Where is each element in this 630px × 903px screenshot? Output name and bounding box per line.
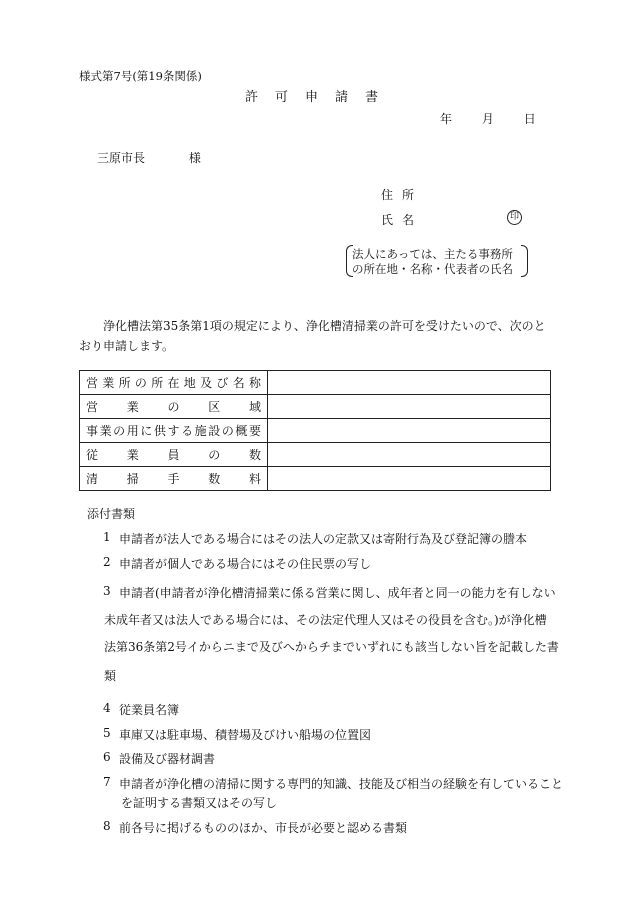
item-number: 6 <box>103 750 111 764</box>
row-label-area: 営業の区域 <box>80 395 268 419</box>
item-number: 1 <box>103 530 111 544</box>
row-value-employees[interactable] <box>268 443 551 467</box>
form-number: 様式第7号(第19条関係) <box>79 69 202 83</box>
row-label-employees: 従業員の数 <box>80 443 268 467</box>
attachments-title: 添付書類 <box>87 507 136 521</box>
date-year: 年 <box>440 112 453 126</box>
list-item <box>103 584 556 601</box>
item-text: 設備及び器材調書 <box>119 752 216 766</box>
table-row <box>80 419 551 443</box>
item-number: 4 <box>103 701 111 715</box>
table-row <box>80 395 551 419</box>
addressee-honorific: 様 <box>188 151 201 165</box>
table-row <box>80 371 551 395</box>
row-value-office[interactable] <box>268 371 551 395</box>
item-text: 申請者が個人である場合にはその住民票の写し <box>119 557 372 571</box>
item-text: 申請者(申請者が浄化槽清掃業に係る営業に関し、成年者と同一の能力を有しない <box>119 586 556 600</box>
row-value-area[interactable] <box>268 395 551 419</box>
address-label: 住所 <box>381 188 424 202</box>
list-item <box>103 555 371 572</box>
addressee-name: 三原市長 <box>97 151 146 165</box>
row-value-fee[interactable] <box>268 467 551 491</box>
item-text: 申請者が浄化槽の清掃に関する専門的知識、技能及び相当の経験を有していること <box>119 777 564 791</box>
table-row <box>80 443 551 467</box>
note-bracket-right <box>521 245 528 277</box>
list-item <box>103 701 179 718</box>
item-number: 5 <box>103 726 111 740</box>
list-item <box>103 750 215 767</box>
application-statement: 浄化槽法第35条第1項の規定により、浄化槽清掃業の許可を受けたいので、次のとおり申請します。 <box>79 319 546 353</box>
row-value-facilities[interactable] <box>268 419 551 443</box>
list-item <box>103 775 563 792</box>
item-text: 前各号に掲げるもののほか、市長が必要と認める書類 <box>119 821 408 835</box>
item-number: 7 <box>103 775 111 789</box>
item-continuation: 未成年者又は法人である場合には、その法定代理人又はその役員を含む。)が浄化槽 <box>104 613 547 627</box>
list-item <box>103 726 371 743</box>
table-row <box>80 467 551 491</box>
corporate-note <box>346 245 528 277</box>
row-label-office: 営業所の所在地及び名称 <box>80 371 268 395</box>
name-label: 氏名 <box>381 213 424 227</box>
seal-mark: 印 <box>507 210 522 225</box>
list-item <box>103 530 527 547</box>
item-continuation: を証明する書類又はその写し <box>121 796 278 810</box>
item-number: 3 <box>103 584 111 598</box>
item-text: 車庫又は駐車場、積替場及びけい船場の位置図 <box>119 728 372 742</box>
item-number: 8 <box>103 819 111 833</box>
item-text: 従業員名簿 <box>119 703 180 717</box>
date-day: 日 <box>523 112 536 126</box>
addressee <box>97 149 201 166</box>
note-line-2: の所在地・名称・代表者の氏名 <box>352 262 513 276</box>
list-item <box>103 819 407 836</box>
application-table <box>79 370 551 491</box>
date-line <box>440 110 536 127</box>
row-label-fee: 清掃手数料 <box>80 467 268 491</box>
document-title: 許可申請書 <box>245 90 396 105</box>
item-text: 申請者が法人である場合にはその法人の定款又は寄附行為及び登記簿の謄本 <box>119 532 528 546</box>
date-month: 月 <box>481 112 494 126</box>
item-continuation: 法第36条第2号イからニまで及びへからチまでいずれにも該当しない旨を記載した書 <box>104 640 559 654</box>
item-number: 2 <box>103 555 111 569</box>
row-label-facilities: 事業の用に供する施設の概要 <box>80 419 268 443</box>
item-continuation: 類 <box>104 669 117 683</box>
note-line-1: 法人にあっては、主たる事務所 <box>352 247 513 261</box>
